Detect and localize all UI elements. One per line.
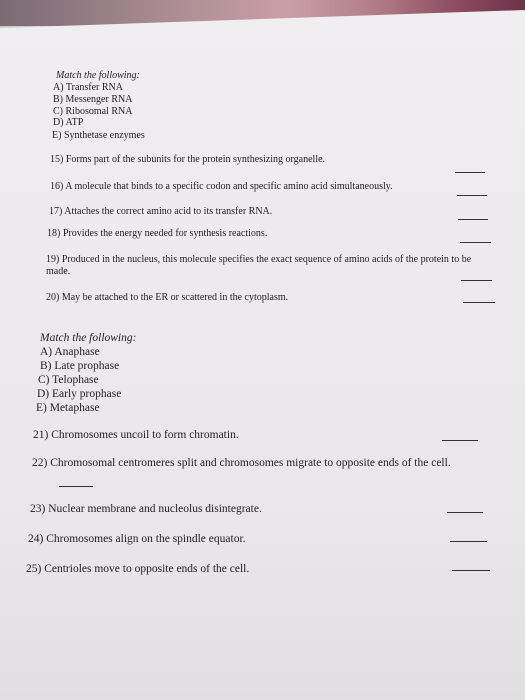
question-22: 22) Chromosomal centromeres split and chromosomes migrate to opposite ends of the cell.: [32, 457, 451, 469]
question-15: 15) Forms part of the subunits for the protein synthesizing organelle.: [50, 154, 326, 165]
section1-option-c: C) Ribosomal RNA: [53, 106, 133, 117]
question-24: 24) Chromosomes align on the spindle equator.: [28, 533, 246, 545]
section2-option-c: C) Telophase: [38, 374, 99, 386]
question-23: 23) Nuclear membrane and nucleolus disintegrate.: [30, 503, 262, 515]
question-19: 19) Produced in the nucleus, this molecule specifies the exact sequence of amino acids of the protein to be made.: [46, 254, 472, 277]
answer-blank-20[interactable]: [463, 302, 495, 303]
section1-option-a: A) Transfer RNA: [53, 82, 123, 93]
section2-option-b: B) Late prophase: [40, 360, 120, 372]
question-25: 25) Centrioles move to opposite ends of the cell.: [26, 563, 250, 575]
answer-blank-25[interactable]: [452, 570, 490, 571]
answer-blank-19[interactable]: [461, 280, 492, 281]
section2-option-a: A) Anaphase: [40, 346, 100, 358]
question-21: 21) Chromosomes uncoil to form chromatin.: [33, 429, 239, 441]
section2-header: Match the following:: [40, 332, 137, 344]
section1-header: Match the following:: [56, 70, 140, 81]
section1-option-e: E) Synthetase enzymes: [52, 130, 145, 141]
question-17: 17) Attaches the correct amino acid to its transfer RNA.: [49, 206, 273, 217]
answer-blank-21[interactable]: [442, 440, 478, 441]
section2-option-e: E) Metaphase: [36, 402, 100, 414]
section2-option-d: D) Early prophase: [37, 388, 122, 400]
answer-blank-22[interactable]: [59, 486, 93, 487]
answer-blank-17[interactable]: [458, 219, 488, 220]
answer-blank-23[interactable]: [447, 512, 483, 513]
section1-option-d: D) ATP: [53, 117, 84, 128]
answer-blank-16[interactable]: [457, 195, 487, 196]
question-20: 20) May be attached to the ER or scattered in the cytoplasm.: [46, 292, 289, 303]
answer-blank-15[interactable]: [455, 172, 485, 173]
answer-blank-18[interactable]: [460, 242, 491, 243]
section1-option-b: B) Messenger RNA: [53, 94, 133, 105]
answer-blank-24[interactable]: [450, 541, 487, 542]
question-16: 16) A molecule that binds to a specific codon and specific amino acid simultaneously.: [50, 181, 393, 192]
question-18: 18) Provides the energy needed for synthesis reactions.: [47, 228, 268, 239]
